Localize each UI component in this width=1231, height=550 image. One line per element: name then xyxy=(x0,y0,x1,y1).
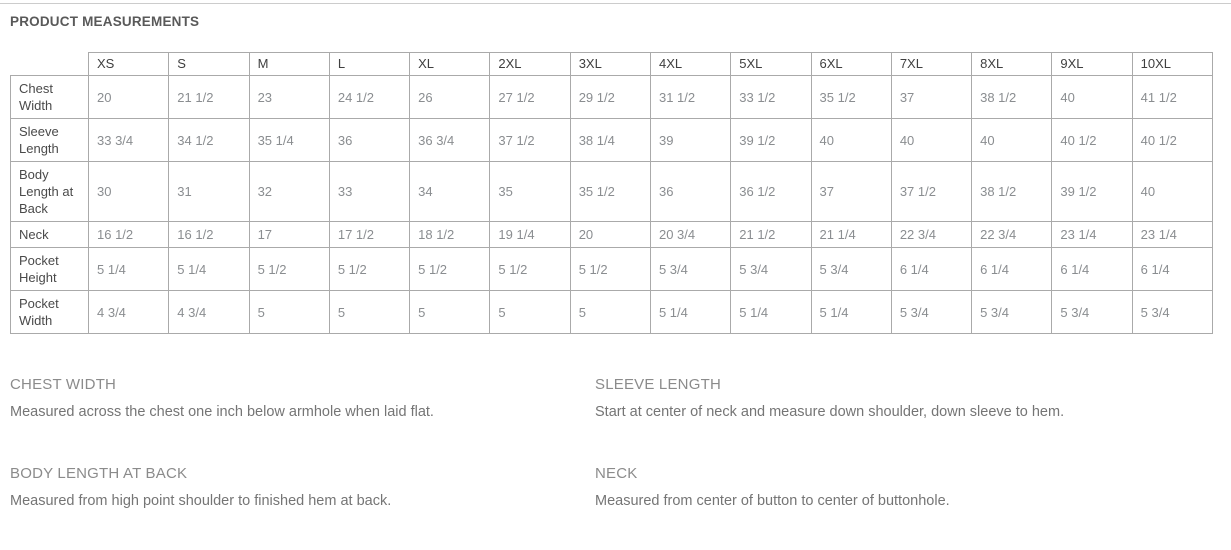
measurement-cell: 33 3/4 xyxy=(89,119,169,162)
measurement-cell: 35 1/2 xyxy=(570,162,650,222)
measurement-cell: 38 1/2 xyxy=(972,76,1052,119)
definition-neck xyxy=(595,465,1221,510)
definition-heading: BODY LENGTH AT BACK xyxy=(10,465,188,482)
measurement-cell: 5 1/4 xyxy=(731,291,811,334)
size-header-cell: 2XL xyxy=(490,53,570,76)
row-label-cell: Neck xyxy=(11,222,89,248)
size-header-cell: 3XL xyxy=(570,53,650,76)
measurement-cell: 39 xyxy=(650,119,730,162)
measurement-cell: 5 3/4 xyxy=(731,248,811,291)
definition-text: Measured across the chest one inch below armhole when laid flat. xyxy=(10,404,434,420)
size-header-cell: 6XL xyxy=(811,53,891,76)
definition-heading: SLEEVE LENGTH xyxy=(595,376,721,393)
measurement-cell: 36 3/4 xyxy=(410,119,490,162)
measurement-cell: 17 xyxy=(249,222,329,248)
definition-sleeve-length xyxy=(595,376,1221,421)
measurement-cell: 5 3/4 xyxy=(1132,291,1212,334)
measurement-cell: 5 1/4 xyxy=(89,248,169,291)
measurement-cell: 6 1/4 xyxy=(891,248,971,291)
table-row xyxy=(11,162,1213,222)
measurement-cell: 20 3/4 xyxy=(650,222,730,248)
measurement-cell: 35 xyxy=(490,162,570,222)
size-header-cell: 8XL xyxy=(972,53,1052,76)
size-header-row xyxy=(11,53,1213,76)
definition-heading: CHEST WIDTH xyxy=(10,376,117,393)
measurement-cell: 34 xyxy=(410,162,490,222)
measurement-cell: 21 1/4 xyxy=(811,222,891,248)
page-title: PRODUCT MEASUREMENTS xyxy=(10,14,200,29)
measurement-cell: 23 1/4 xyxy=(1052,222,1132,248)
measurement-cell: 41 1/2 xyxy=(1132,76,1212,119)
measurement-cell: 37 1/2 xyxy=(891,162,971,222)
measurement-cell: 5 3/4 xyxy=(650,248,730,291)
definition-heading: NECK xyxy=(595,465,638,482)
measurement-cell: 40 xyxy=(972,119,1052,162)
size-header-cell: XS xyxy=(89,53,169,76)
definition-body-length-at-back xyxy=(10,465,595,510)
measurement-cell: 22 3/4 xyxy=(891,222,971,248)
measurement-cell: 18 1/2 xyxy=(410,222,490,248)
measurement-cell: 5 xyxy=(329,291,409,334)
measurement-rows xyxy=(11,76,1213,334)
measurement-cell: 21 1/2 xyxy=(169,76,249,119)
measurement-cell: 4 3/4 xyxy=(169,291,249,334)
measurement-cell: 38 1/2 xyxy=(972,162,1052,222)
measurement-cell: 5 1/2 xyxy=(490,248,570,291)
size-measurements-table xyxy=(10,52,1213,334)
measurement-cell: 16 1/2 xyxy=(89,222,169,248)
measurement-cell: 38 1/4 xyxy=(570,119,650,162)
definition-text: Measured from center of button to center of buttonhole. xyxy=(595,493,950,509)
measurement-cell: 40 xyxy=(811,119,891,162)
measurement-cell: 6 1/4 xyxy=(1052,248,1132,291)
measurement-cell: 37 xyxy=(891,76,971,119)
measurement-cell: 36 xyxy=(329,119,409,162)
measurement-cell: 39 1/2 xyxy=(731,119,811,162)
measurement-cell: 24 1/2 xyxy=(329,76,409,119)
size-header-cell: 5XL xyxy=(731,53,811,76)
measurement-cell: 33 1/2 xyxy=(731,76,811,119)
measurement-cell: 5 1/2 xyxy=(570,248,650,291)
measurement-cell: 37 1/2 xyxy=(490,119,570,162)
measurement-cell: 36 1/2 xyxy=(731,162,811,222)
measurement-cell: 34 1/2 xyxy=(169,119,249,162)
row-label-cell: Pocket Height xyxy=(11,248,89,291)
measurement-cell: 35 1/4 xyxy=(249,119,329,162)
measurement-cell: 36 xyxy=(650,162,730,222)
measurement-cell: 5 1/2 xyxy=(329,248,409,291)
measurement-cell: 27 1/2 xyxy=(490,76,570,119)
measurement-cell: 16 1/2 xyxy=(169,222,249,248)
definition-text: Start at center of neck and measure down shoulder, down sleeve to hem. xyxy=(595,404,1065,420)
size-header-cell: 7XL xyxy=(891,53,971,76)
measurement-cell: 32 xyxy=(249,162,329,222)
measurement-cell: 6 1/4 xyxy=(1132,248,1212,291)
measurement-cell: 30 xyxy=(89,162,169,222)
size-header-cell: 9XL xyxy=(1052,53,1132,76)
table-row xyxy=(11,248,1213,291)
corner-cell xyxy=(11,53,89,76)
size-header-cell: 10XL xyxy=(1132,53,1212,76)
row-label-cell: Chest Width xyxy=(11,76,89,119)
measurement-cell: 40 xyxy=(1132,162,1212,222)
table-row xyxy=(11,119,1213,162)
measurement-cell: 39 1/2 xyxy=(1052,162,1132,222)
measurement-cell: 5 3/4 xyxy=(1052,291,1132,334)
measurement-cell: 40 1/2 xyxy=(1052,119,1132,162)
measurement-cell: 4 3/4 xyxy=(89,291,169,334)
measurement-cell: 17 1/2 xyxy=(329,222,409,248)
measurement-cell: 40 1/2 xyxy=(1132,119,1212,162)
row-label-cell: Body Length at Back xyxy=(11,162,89,222)
measurement-cell: 19 1/4 xyxy=(490,222,570,248)
measurement-cell: 20 xyxy=(570,222,650,248)
measurement-cell: 5 1/2 xyxy=(249,248,329,291)
size-header-cell: XL xyxy=(410,53,490,76)
measurement-cell: 20 xyxy=(89,76,169,119)
table-row xyxy=(11,76,1213,119)
size-header-cell: S xyxy=(169,53,249,76)
table-row xyxy=(11,222,1213,248)
measurement-cell: 23 xyxy=(249,76,329,119)
measurement-cell: 5 1/4 xyxy=(811,291,891,334)
row-label-cell: Pocket Width xyxy=(11,291,89,334)
measurement-cell: 26 xyxy=(410,76,490,119)
header-row xyxy=(11,53,1213,76)
measurement-cell: 6 1/4 xyxy=(972,248,1052,291)
size-header-cell: 4XL xyxy=(650,53,730,76)
measurement-cell: 22 3/4 xyxy=(972,222,1052,248)
product-measurements-page xyxy=(0,14,1231,550)
measurement-definitions xyxy=(10,376,1221,550)
measurement-cell: 31 xyxy=(169,162,249,222)
measurement-cell: 33 xyxy=(329,162,409,222)
measurement-cell: 5 xyxy=(490,291,570,334)
measurement-cell: 37 xyxy=(811,162,891,222)
measurement-cell: 35 1/2 xyxy=(811,76,891,119)
measurement-cell: 5 3/4 xyxy=(891,291,971,334)
row-label-cell: Sleeve Length xyxy=(11,119,89,162)
measurement-cell: 5 xyxy=(570,291,650,334)
measurement-cell: 5 3/4 xyxy=(972,291,1052,334)
measurement-cell: 31 1/2 xyxy=(650,76,730,119)
measurement-cell: 40 xyxy=(891,119,971,162)
measurement-cell: 5 xyxy=(410,291,490,334)
measurement-cell: 5 1/2 xyxy=(410,248,490,291)
measurement-cell: 5 1/4 xyxy=(650,291,730,334)
size-header-cell: M xyxy=(249,53,329,76)
definition-chest-width xyxy=(10,376,595,421)
measurement-cell: 5 3/4 xyxy=(811,248,891,291)
measurement-cell: 5 xyxy=(249,291,329,334)
top-divider xyxy=(0,3,1231,4)
size-header-cell: L xyxy=(329,53,409,76)
definition-text: Measured from high point shoulder to finished hem at back. xyxy=(10,493,392,509)
measurement-cell: 5 1/4 xyxy=(169,248,249,291)
measurement-cell: 40 xyxy=(1052,76,1132,119)
measurement-cell: 29 1/2 xyxy=(570,76,650,119)
measurement-cell: 21 1/2 xyxy=(731,222,811,248)
measurement-cell: 23 1/4 xyxy=(1132,222,1212,248)
table-row xyxy=(11,291,1213,334)
